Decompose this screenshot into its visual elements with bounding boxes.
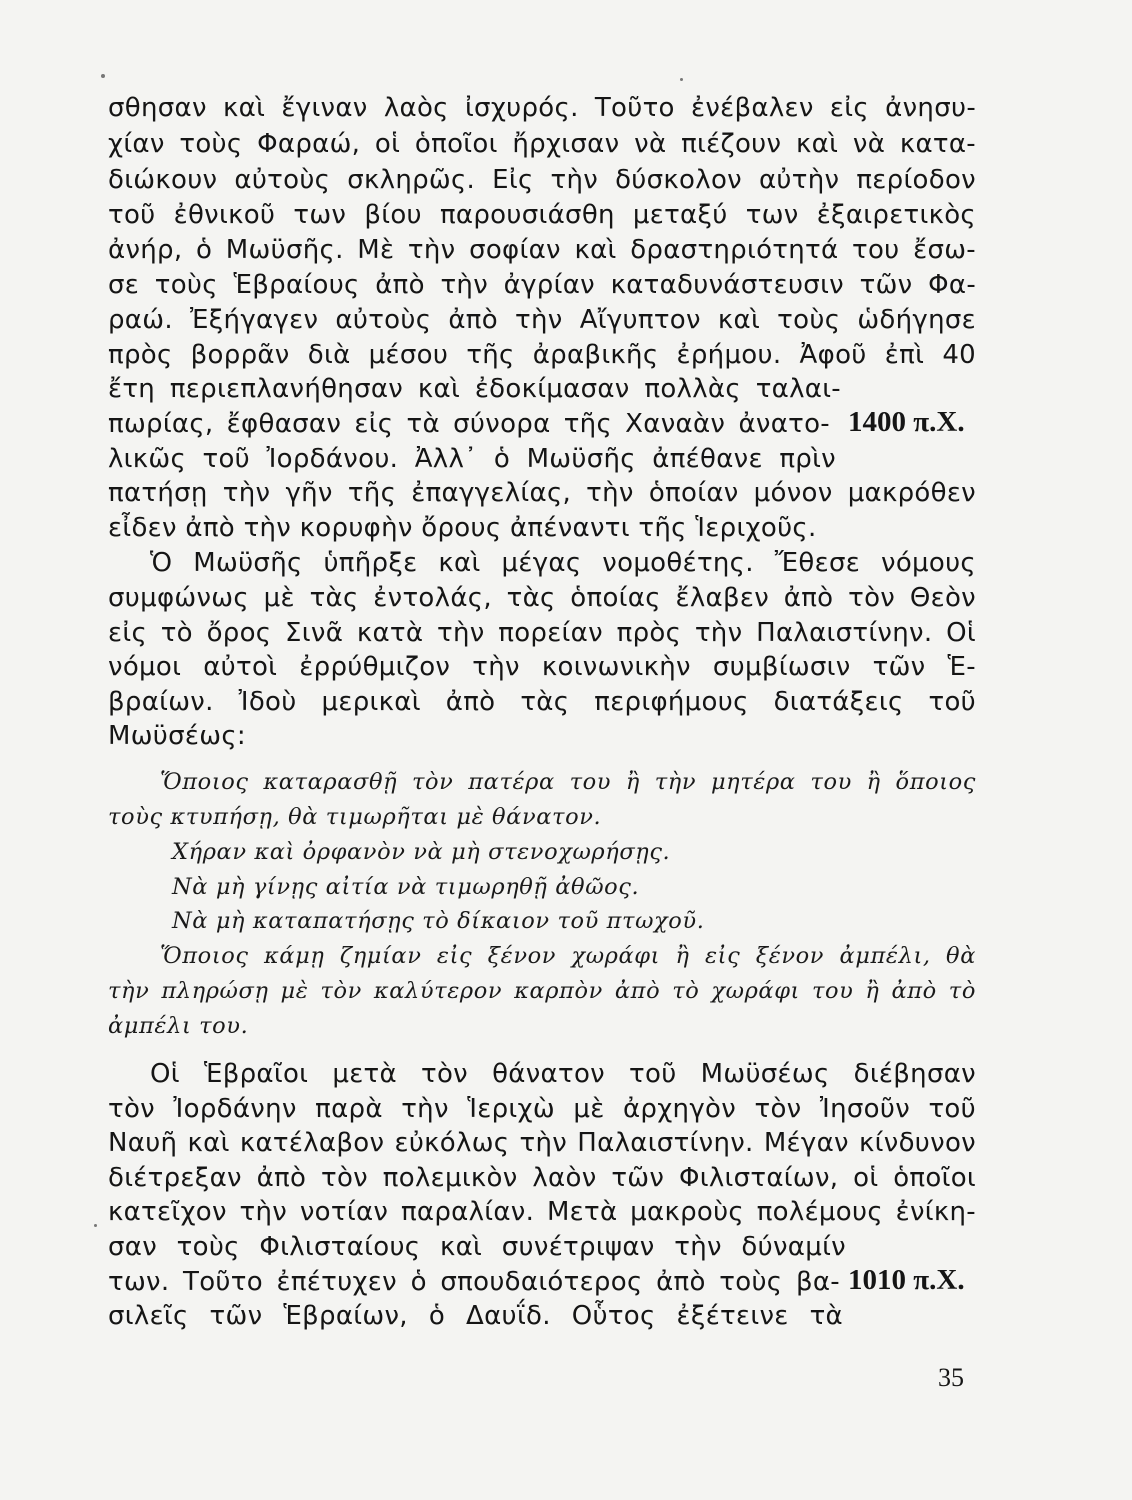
text-line: διώκουν αὐτοὺς σκληρῶς. Εἰς τὴν δύσκολον αὐτὴν περίοδον xyxy=(108,165,976,195)
text-line: σιλεῖς τῶν Ἑβραίων, ὁ Δαυΐδ. Οὗτος ἐξέτεινε τὰ xyxy=(108,1301,843,1331)
text-line: συμφώνως μὲ τὰς ἐντολάς, τὰς ὁποίας ἔλαβεν ἀπὸ τὸν Θεὸν xyxy=(108,583,976,613)
text-line: Μωϋσέως: xyxy=(108,721,246,751)
text-line: πατήσῃ τὴν γῆν τῆς ἐπαγγελίας, τὴν ὁποίαν μόνον μακρόθεν xyxy=(108,478,976,508)
text-line: Οἱ Ἑβραῖοι μετὰ τὸν θάνατον τοῦ Μωϋσέως διέβησαν xyxy=(150,1059,976,1089)
quote-line: Ὅποιος κάμῃ ζημίαν εἰς ξένον χωράφι ἢ εἰς ξένον ἀμπέλι, θὰ xyxy=(160,943,976,969)
text-line: πρὸς βορρᾶν διὰ μέσου τῆς ἀραβικῆς ἐρήμου. Ἀφοῦ ἐπὶ 40 xyxy=(108,340,976,370)
text-line: εἶδεν ἀπὸ τὴν κορυφὴν ὄρους ἀπέναντι τῆς Ἱεριχοῦς. xyxy=(108,513,817,543)
text-line: πωρίας, ἔφθασαν εἰς τὰ σύνορα τῆς Χαναὰν ἀνατο- xyxy=(108,409,830,439)
quote-line: τὴν πληρώσῃ μὲ τὸν καλύτερον καρπὸν ἀπὸ τὸ χωράφι του ἢ ἀπὸ τὸ xyxy=(108,978,976,1004)
scan-speck xyxy=(94,1224,97,1227)
text-line: ἀνήρ, ὁ Μωϋσῆς. Μὲ τὴν σοφίαν καὶ δραστηριότητά του ἔσω- xyxy=(108,235,976,265)
margin-date-note: 1010 π.Χ. xyxy=(848,1264,965,1296)
text-line: βραίων. Ἰδοὺ μερικαὶ ἀπὸ τὰς περιφήμους διατάξεις τοῦ xyxy=(108,687,976,717)
text-line: Ναυῆ καὶ κατέλαβον εὐκόλως τὴν Παλαιστίνην. Μέγαν κίνδυνον xyxy=(108,1128,976,1158)
text-line: χίαν τοὺς Φαραώ, οἱ ὁποῖοι ἤρχισαν νὰ πιέζουν καὶ νὰ κατα- xyxy=(108,129,976,159)
scan-speck xyxy=(680,78,683,81)
text-line: ἔτη περιεπλανήθησαν καὶ ἐδοκίμασαν πολλὰς ταλαι- xyxy=(108,374,841,404)
text-line: λικῶς τοῦ Ἰορδάνου. Ἀλλ᾽ ὁ Μωϋσῆς ἀπέθανε πρὶν xyxy=(108,444,836,474)
text-line: Ὁ Μωϋσῆς ὑπῆρξε καὶ μέγας νομοθέτης. Ἔθεσε νόμους xyxy=(150,548,976,578)
text-line: των. Τοῦτο ἐπέτυχεν ὁ σπουδαιότερος ἀπὸ τοὺς βα- xyxy=(108,1267,840,1297)
text-line: εἰς τὸ ὄρος Σινᾶ κατὰ τὴν πορείαν πρὸς τὴν Παλαιστίνην. Οἱ xyxy=(108,618,976,648)
text-line: σε τοὺς Ἑβραίους ἀπὸ τὴν ἀγρίαν καταδυνάστευσιν τῶν Φα- xyxy=(108,270,976,300)
text-line: σαν τοὺς Φιλισταίους καὶ συνέτριψαν τὴν δύναμίν xyxy=(108,1232,846,1262)
quote-line: Νὰ μὴ καταπατήσῃς τὸ δίκαιον τοῦ πτωχοῦ. xyxy=(172,908,705,934)
text-line: τοῦ ἐθνικοῦ των βίου παρουσιάσθη μεταξύ των ἐξαιρετικὸς xyxy=(108,200,976,230)
text-line: τὸν Ἰορδάνην παρὰ τὴν Ἱεριχὼ μὲ ἀρχηγὸν τὸν Ἰησοῦν τοῦ xyxy=(108,1094,976,1124)
quote-line: τοὺς κτυπήσῃ, θὰ τιμωρῆται μὲ θάνατον. xyxy=(108,804,602,830)
scan-speck xyxy=(101,74,105,78)
quote-line: ἀμπέλι του. xyxy=(108,1013,249,1039)
text-line: σθησαν καὶ ἔγιναν λαὸς ἰσχυρός. Τοῦτο ἐνέβαλεν εἰς ἀνησυ- xyxy=(108,93,976,123)
text-line: κατεῖχον τὴν νοτίαν παραλίαν. Μετὰ μακροὺς πολέμους ἐνίκη- xyxy=(108,1197,976,1227)
margin-date-note: 1400 π.Χ. xyxy=(848,406,965,438)
quote-line: Χήραν καὶ ὀρφανὸν νὰ μὴ στενοχωρήσῃς. xyxy=(172,839,671,865)
quote-line: Νὰ μὴ γίνῃς αἰτία νὰ τιμωρηθῇ ἀθῶος. xyxy=(172,874,640,900)
text-line: νόμοι αὐτοὶ ἐρρύθμιζον τὴν κοινωνικὴν συμβίωσιν τῶν Ἑ- xyxy=(108,652,976,682)
page-number: 35 xyxy=(938,1363,964,1392)
text-line: διέτρεξαν ἀπὸ τὸν πολεμικὸν λαὸν τῶν Φιλισταίων, οἱ ὁποῖοι xyxy=(108,1163,976,1193)
text-line: ραώ. Ἐξήγαγεν αὐτοὺς ἀπὸ τὴν Αἴγυπτον καὶ τοὺς ὡδήγησε xyxy=(108,305,976,335)
quote-line: Ὅποιος καταρασθῇ τὸν πατέρα του ἢ τὴν μητέρα του ἢ ὅποιος xyxy=(160,769,976,795)
